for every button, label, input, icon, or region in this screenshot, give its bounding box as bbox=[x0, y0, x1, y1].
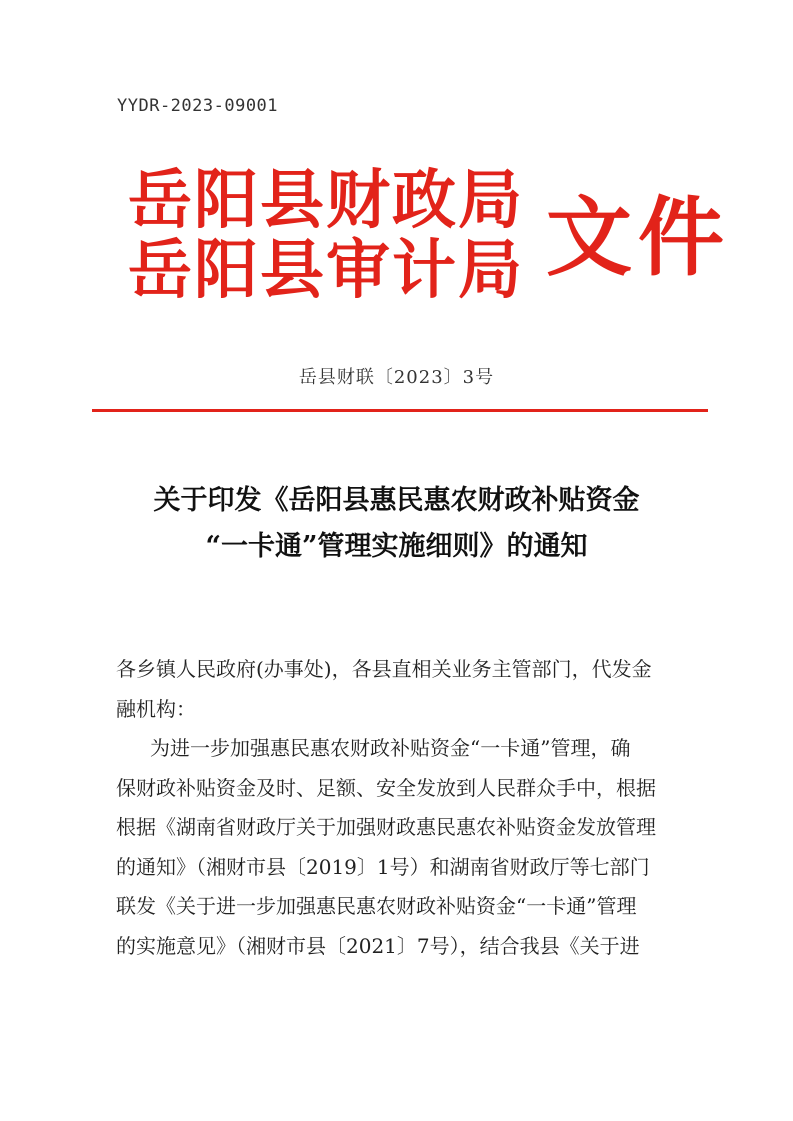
body-line: 联发《关于进一步加强惠民惠农财政补贴资金“一卡通”管理 bbox=[116, 894, 637, 918]
body-line-paragraph-start: 为进一步加强惠民惠农财政补贴资金“一卡通”管理，确 bbox=[150, 736, 631, 760]
body-line: 保财政补贴资金及时、足额、安全发放到人民群众手中，根据 bbox=[116, 775, 656, 800]
red-divider-line bbox=[92, 409, 708, 412]
body-line-addressee-1: 各乡镇人民政府(办事处)，各县直相关业务主管部门，代发金 bbox=[116, 657, 652, 681]
body-line: 的通知》（湘财市县〔2019〕1号）和湖南省财政厅等七部门 bbox=[116, 854, 650, 879]
body-line: 根据《湖南省财政厅关于加强财政惠民惠农补贴资金发放管理 bbox=[116, 815, 656, 839]
body-line-addressee-2: 融机构： bbox=[116, 696, 196, 721]
document-number: 岳县财联〔2023〕3号 bbox=[298, 367, 495, 388]
issuer-line-finance-bureau: 岳阳县财政局 bbox=[128, 163, 524, 238]
title-line-1: 关于印发《岳阳县惠民惠农财政补贴资金 bbox=[153, 485, 640, 516]
document-body bbox=[116, 650, 696, 966]
issuer-line-audit-bureau: 岳阳县审计局 bbox=[128, 233, 524, 308]
document-code: YYDR-2023-09001 bbox=[117, 96, 279, 116]
issuer-suffix-document: 文件 bbox=[546, 187, 730, 288]
issuer-header bbox=[128, 160, 730, 310]
body-line: 的实施意见》（湘财市县〔2021〕7号），结合我县《关于进 bbox=[116, 933, 640, 958]
document-title bbox=[0, 478, 793, 570]
title-line-2: “一卡通”管理实施细则》的通知 bbox=[205, 531, 588, 562]
